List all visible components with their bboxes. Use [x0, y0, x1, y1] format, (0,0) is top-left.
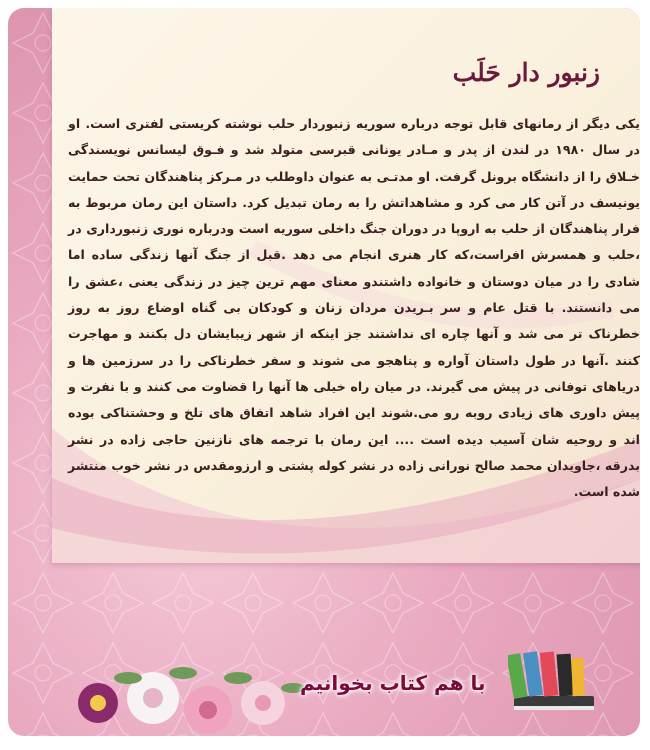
flowers-illustration [58, 648, 318, 736]
page-title: زنبور دار حَلَب [452, 58, 600, 87]
slogan-text: با هم کتاب بخوانیم [300, 671, 486, 695]
books-icon [508, 648, 608, 723]
article-paragraph: یکی دیگر از رمانهای قابل توجه درباره سوریه زنبوردار حلب نوشته کریستی لفتری است. او در سال ۱۹۸۰ در لندن از پدر و مـادر یونانی قبرسی متولد شد و فـوق لیسانس نویسندگی خـلاق را از دانشگاه برونل گرفت. او مدتـی به عنوان داوطلب در مـرکز پناهندگان تحت حمایت یونیسف در آتن کار می کرد و مشاهداتش را به رمان تبدیل کرد. داستان این رمان مربوط به فرار پناهندگان از حلب به اروپا در دوران جنگ داخلی سوریه است ودرباره نوری زنبورداری در ،حلب و همسرش افراست،که کار هنری انجام می دهد .قبل از جنگ آنها زندگی ساده اما شادی را در میان دوستان و خانواده داشتندو معنای مهم ترین چیز در زندگی یعنی ،عشق را می دانستند. با قتل عام و سر بـریدن مردان زنان و کودکان بی گناه اوضاع روز به روز خطرناک تر می شد و آنها چاره ای نداشتند جز اینکه از شهر زیبایشان دل بکنند و مهاجرت کنند .آنها در طول داستان آواره و پناهجو می شوند و سفر خطرناکی را در سرزمین ها و دریاهای توفانی در پیش می گیرند. در میان راه خیلی ها آنها را قضاوت می کنند و با نفرت و پیش داوری های زیادی روبه رو می.شوند این افراد شاهد اتفاق های تلخ و وحشتناکی بوده اند و روحیه شان آسیب دیده است .... این رمان با ترجمه های نازنین حاجی زاده در نشر بدرقه ،جاویدان محمد صالح نورانی زاده در نشر کوله پشتی و ارزومقدس در نشر خوب منتشر شده است. [68, 116, 640, 500]
poster-frame [8, 8, 640, 736]
